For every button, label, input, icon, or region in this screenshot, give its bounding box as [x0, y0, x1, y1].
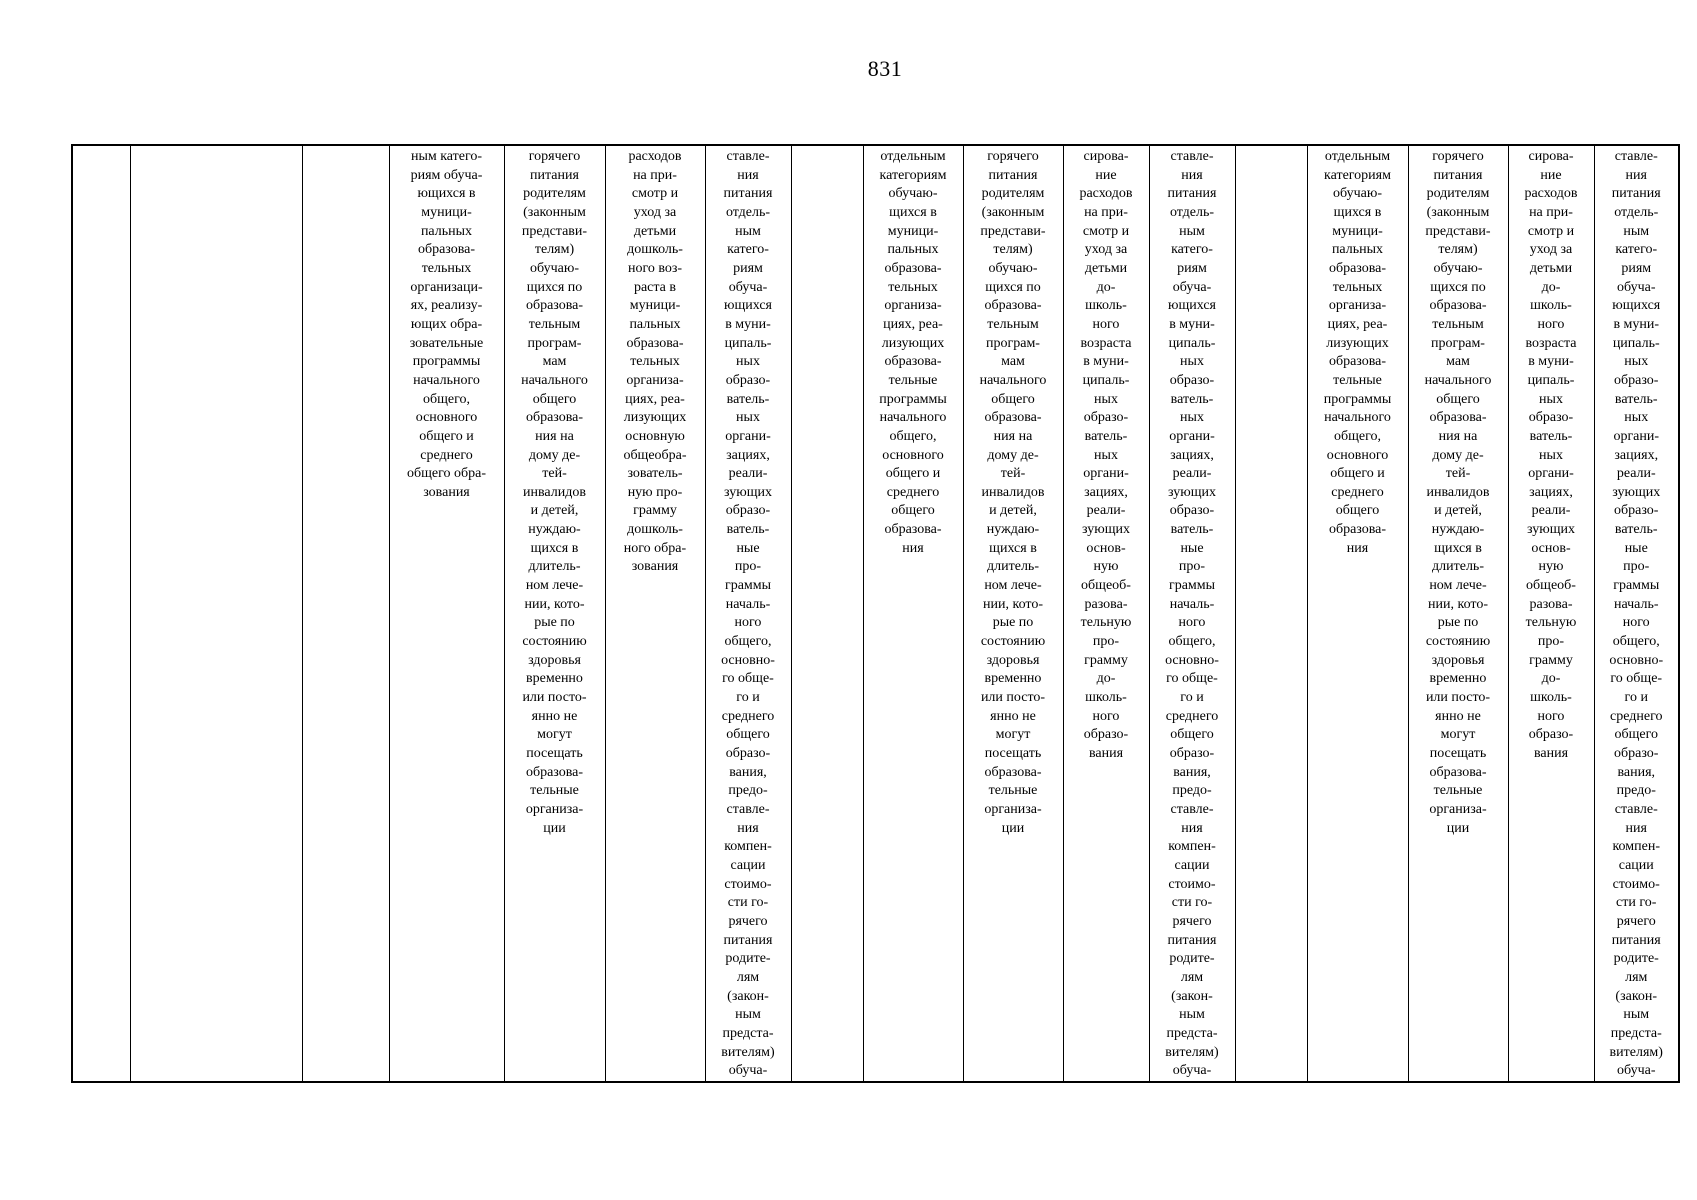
document-table [71, 144, 1680, 1083]
table-cell: ставле- ния питания отдель- ным катего- риям обуча- ющихся в муни- ципаль- ных образо- ватель- ных органи- зациях, реали- зующих образо- ватель- ные про- граммы началь- ного общего, основно- го обще- го и среднего общего образо- вания, предо- ставле- ния компен- сации стоимо- сти го- рячего питания родите- лям (закон- ным предста- вителям) обуча- [1149, 145, 1235, 1082]
table-cell [791, 145, 863, 1082]
table-cell: ставле- ния питания отдель- ным катего- риям обуча- ющихся в муни- ципаль- ных образо- ватель- ных органи- зациях, реали- зующих образо- ватель- ные про- граммы началь- ного общего, основно- го обще- го и среднего общего образо- вания, предо- ставле- ния компен- сации стоимо- сти го- рячего питания родите- лям (закон- ным предста- вителям) обуча- [705, 145, 791, 1082]
table-row [72, 145, 1679, 1082]
table-cell: сирова- ние расходов на при- смотр и уход за детьми до- школь- ного возраста в муни- ципаль- ных образо- ватель- ных органи- зациях, реали- зующих основ- ную общеоб- разова- тельную про- грамму до- школь- ного образо- вания [1508, 145, 1594, 1082]
table-cell: отдельным категориям обучаю- щихся в муници- пальных образова- тельных организа- циях, реа- лизующих образова- тельные программы начального общего, основного общего и среднего общего образова- ния [863, 145, 963, 1082]
table-cell [302, 145, 389, 1082]
document-table-container [71, 144, 1680, 1083]
page-number: 831 [867, 56, 903, 81]
table-cell: расходов на при- смотр и уход за детьми дошколь- ного воз- раста в муници- пальных образова- тельных организа- циях, реа- лизующих основную общеобра- зователь- ную про- грамму дошколь- ного обра- зования [605, 145, 705, 1082]
table-cell [72, 145, 130, 1082]
table-cell: ставле- ния питания отдель- ным катего- риям обуча- ющихся в муни- ципаль- ных образо- ватель- ных органи- зациях, реали- зующих образо- ватель- ные про- граммы началь- ного общего, основно- го обще- го и среднего общего образо- вания, предо- ставле- ния компен- сации стоимо- сти го- рячего питания родите- лям (закон- ным предста- вителям) обуча- [1594, 145, 1679, 1082]
table-cell: горячего питания родителям (законным представи- телям) обучаю- щихся по образова- тельным програм- мам начального общего образова- ния на дому де- тей- инвалидов и детей, нуждаю- щихся в длитель- ном лече- нии, кото- рые по состоянию здоровья временно или посто- янно не могут посещать образова- тельные организа- ции [963, 145, 1063, 1082]
table-cell: отдельным категориям обучаю- щихся в муници- пальных образова- тельных организа- циях, реа- лизующих образова- тельные программы начального общего, основного общего и среднего общего образова- ния [1307, 145, 1408, 1082]
table-cell: сирова- ние расходов на при- смотр и уход за детьми до- школь- ного возраста в муни- ципаль- ных образо- ватель- ных органи- зациях, реали- зующих основ- ную общеоб- разова- тельную про- грамму до- школь- ного образо- вания [1063, 145, 1149, 1082]
table-cell: горячего питания родителям (законным представи- телям) обучаю- щихся по образова- тельным програм- мам начального общего образова- ния на дому де- тей- инвалидов и детей, нуждаю- щихся в длитель- ном лече- нии, кото- рые по состоянию здоровья временно или посто- янно не могут посещать образова- тельные организа- ции [1408, 145, 1508, 1082]
table-cell [130, 145, 302, 1082]
table-cell [1235, 145, 1307, 1082]
table-cell: ным катего- риям обуча- ющихся в муници- пальных образова- тельных организаци- ях, реализу- ющих обра- зовательные программы начального общего, основного общего и среднего общего обра- зования [389, 145, 504, 1082]
table-cell: горячего питания родителям (законным представи- телям) обучаю- щихся по образова- тельным програм- мам начального общего образова- ния на дому де- тей- инвалидов и детей, нуждаю- щихся в длитель- ном лече- нии, кото- рые по состоянию здоровья временно или посто- янно не могут посещать образова- тельные организа- ции [504, 145, 605, 1082]
